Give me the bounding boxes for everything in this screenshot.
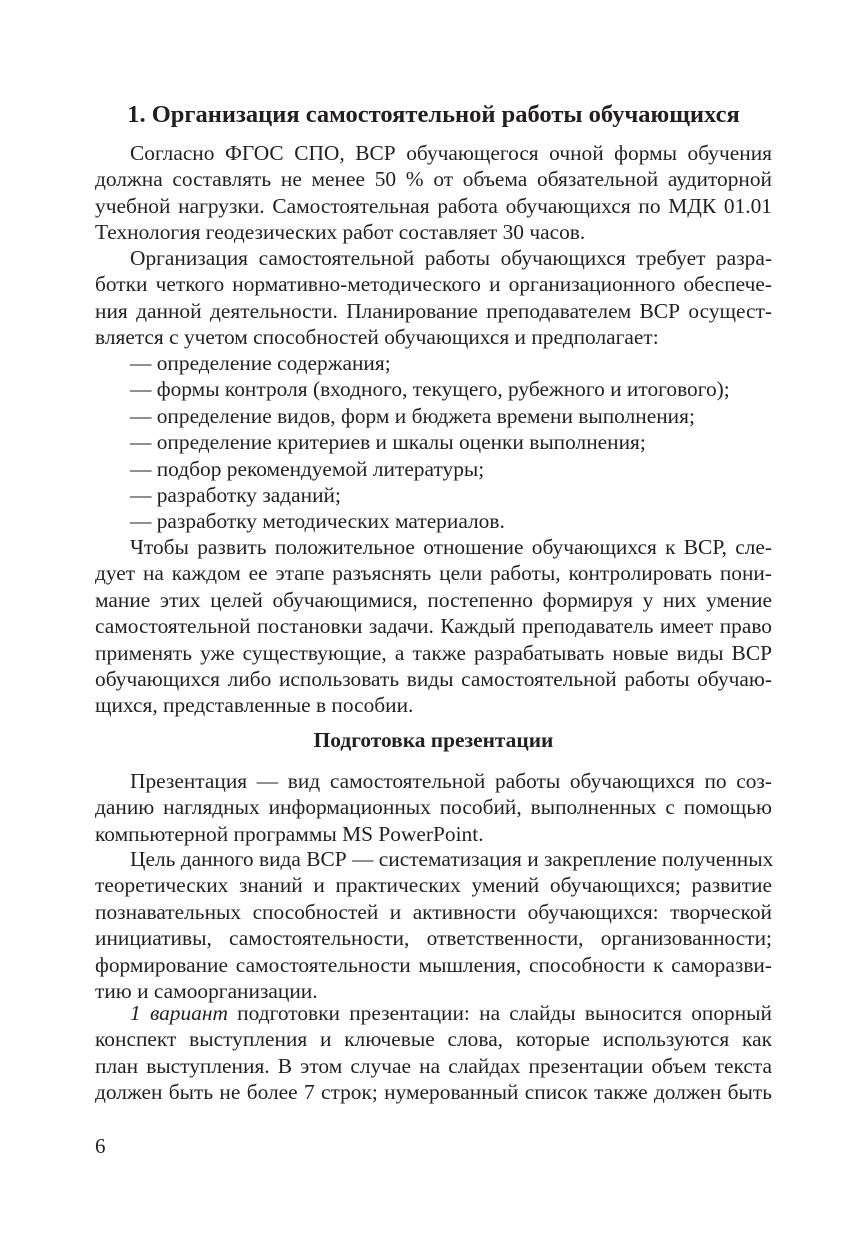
text-line: должна составлять не менее 50 % от объема обязательной аудиторной (95, 167, 772, 192)
paragraph-goal (95, 846, 772, 1004)
text-line: Технология геодезических работ составляет 30 часов. (95, 220, 586, 245)
text-line: мание этих целей обучающимися, постепенно формируя у них умение (95, 587, 772, 612)
text-line: данию наглядных информационных пособий, выполненных с помощью (95, 795, 772, 820)
text-line: тию и самоорганизации. (95, 978, 318, 1003)
page-number: 6 (95, 1134, 106, 1158)
text-segment: подготовки презентации: на слайды выносится опорный (227, 1001, 773, 1025)
text-line: ния данной деятельности. Планирование преподавателем ВСР осущест- (95, 298, 772, 323)
text-line: ботки четкого нормативно-методического и организационного обеспече- (95, 272, 772, 297)
text-line: формирование самостоятельности мышления, способности к саморазви- (95, 952, 772, 977)
text-line: Организация самостоятельной работы обучающихся требует разра- (130, 246, 772, 270)
list-item: — определение содержания; (130, 351, 391, 375)
text-line: Презентация — вид самостоятельной работы обучающихся по соз- (130, 769, 772, 793)
variant-label: 1 вариант (130, 1001, 228, 1025)
text-line: Чтобы развить положительное отношение обучающихся к ВСР, сле- (130, 535, 772, 559)
planning-list (95, 350, 772, 535)
text-line: план выступления. В этом случае на слайдах презентации объем текста (95, 1053, 772, 1078)
text-line: вляется с учетом способностей обучающихся и предполагает: (95, 325, 659, 350)
text-line: должен быть не более 7 строк; нумерованный список также должен быть (95, 1080, 772, 1105)
paragraph-positive-attitude (95, 534, 772, 719)
text-line: компьютерной программы MS PowerPoint. (95, 821, 484, 846)
text-line (95, 1000, 772, 1026)
text-line: обучающихся либо использовать виды самостоятельной работы обучаю- (95, 666, 772, 691)
list-item: — подбор рекомендуемой литературы; (130, 456, 485, 481)
text-line: познавательных способностей и активности обучающихся: творческой (95, 899, 772, 924)
text-line: применять уже существующие, а также разрабатывать новые виды ВСР (95, 640, 772, 665)
paragraph-variant-one (95, 1000, 772, 1106)
text-line: Цель данного вида ВСР — систематизация и закрепление полученных (130, 847, 774, 871)
text-line: дует на каждом ее этапе разъяснять цели работы, контролировать пони- (95, 561, 772, 586)
paragraph-organization (95, 245, 772, 351)
paragraph-fgos-requirements (95, 140, 772, 246)
list-item: — формы контроля (входного, текущего, рубежного и итогового); (130, 377, 730, 402)
text-line: инициативы, самостоятельности, ответственности, организованности; (95, 926, 772, 951)
text-line: теоретических знаний и практических умений обучающихся; развитие (95, 873, 772, 898)
section-subheading: Подготовка презентации (313, 728, 554, 752)
list-item: — определение критериев и шкалы оценки выполнения; (130, 430, 646, 455)
list-item: — определение видов, форм и бюджета времени выполнения; (130, 403, 695, 428)
text-line: конспект выступления и ключевые слова, которые используются как (95, 1027, 772, 1052)
text-line: Согласно ФГОС СПО, ВСР обучающегося очной формы обучения (130, 141, 772, 165)
list-item: — разработку заданий; (130, 482, 341, 507)
text-line: щихся, представленные в пособии. (95, 693, 414, 718)
list-item: — разработку методических материалов. (130, 509, 505, 534)
paragraph-presentation-definition (95, 768, 772, 847)
text-line: учебной нагрузки. Самостоятельная работа обучающихся по МДК 01.01 (95, 193, 772, 218)
chapter-title: 1. Организация самостоятельной работы обучающихся (127, 101, 740, 128)
text-line: самостоятельной постановки задачи. Каждый преподаватель имеет право (95, 614, 772, 639)
